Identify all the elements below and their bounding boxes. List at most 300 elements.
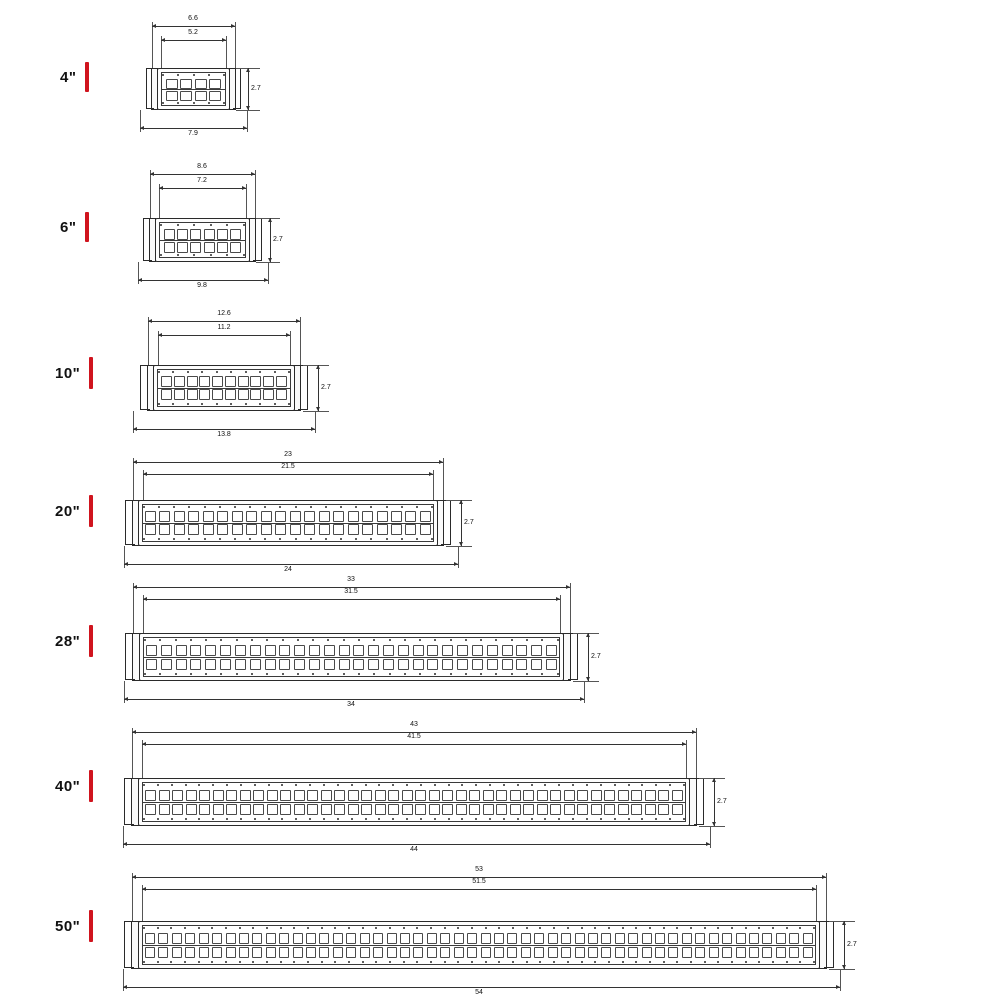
screw-dot	[212, 818, 214, 820]
screw-dot	[212, 784, 214, 786]
led-cell	[158, 947, 168, 958]
led-cell	[510, 790, 521, 801]
dim-height-40: 2.7	[717, 798, 727, 805]
led-cell	[145, 947, 155, 958]
screw-dot	[252, 927, 254, 929]
screw-dot	[337, 818, 339, 820]
led-cell	[615, 933, 625, 944]
screw-dot	[337, 784, 339, 786]
led-cell	[628, 933, 638, 944]
screw-dot	[157, 927, 159, 929]
led-cell	[442, 804, 453, 815]
dim-bottom-40: 44	[410, 846, 418, 853]
screw-dot	[635, 927, 637, 929]
screw-dot	[240, 818, 242, 820]
led-cell	[561, 947, 571, 958]
screw-dot	[362, 961, 364, 963]
dim-top-inner-6: 7.2	[197, 177, 207, 184]
led-cell	[736, 947, 746, 958]
screw-dot	[517, 818, 519, 820]
led-cell	[253, 804, 264, 815]
size-label-4	[60, 62, 89, 92]
led-cell	[615, 947, 625, 958]
led-cell	[575, 947, 585, 958]
screw-dot	[503, 784, 505, 786]
led-cell	[803, 947, 813, 958]
dim-bottom-4: 7.9	[188, 130, 198, 137]
screw-dot	[434, 784, 436, 786]
screw-dot	[448, 818, 450, 820]
screw-dot	[512, 961, 514, 963]
drawing-28	[120, 575, 620, 715]
size-label-text: 6"	[60, 218, 77, 236]
model-row-28	[0, 570, 1000, 715]
led-cell	[239, 947, 249, 958]
screw-dot	[704, 927, 706, 929]
led-cell	[642, 947, 652, 958]
screw-dot	[503, 818, 505, 820]
dim-bottom-20: 24	[284, 566, 292, 573]
led-array	[144, 788, 684, 816]
screw-dot	[448, 784, 450, 786]
screw-dot	[567, 961, 569, 963]
screw-dot	[403, 961, 405, 963]
led-cell	[348, 790, 359, 801]
led-array	[145, 643, 558, 671]
screw-dot	[226, 784, 228, 786]
led-cell	[185, 933, 195, 944]
led-cell	[240, 804, 251, 815]
screw-dot	[420, 784, 422, 786]
led-cell	[591, 804, 602, 815]
led-cell	[550, 804, 561, 815]
screw-dot	[641, 818, 643, 820]
led-cell	[776, 933, 786, 944]
led-cell	[523, 790, 534, 801]
screw-dot	[406, 818, 408, 820]
led-cell	[722, 933, 732, 944]
screw-dot	[295, 784, 297, 786]
led-cell	[388, 804, 399, 815]
screw-dot	[663, 961, 665, 963]
screw-dot	[239, 927, 241, 929]
screw-dot	[475, 818, 477, 820]
led-cell	[483, 790, 494, 801]
led-cell	[722, 947, 732, 958]
led-cell	[387, 947, 397, 958]
led-cell	[402, 804, 413, 815]
led-cell	[199, 933, 209, 944]
screw-dot	[622, 927, 624, 929]
led-cell	[306, 947, 316, 958]
screw-dot	[586, 784, 588, 786]
screw-dot	[461, 784, 463, 786]
led-cell	[709, 947, 719, 958]
screw-dot	[475, 784, 477, 786]
size-accent-tick	[89, 770, 93, 802]
light-bar-body-50	[138, 921, 820, 969]
led-cell	[429, 804, 440, 815]
led-cell	[534, 947, 544, 958]
led-cell	[672, 804, 683, 815]
screw-dot	[594, 927, 596, 929]
led-cell	[267, 790, 278, 801]
led-cell	[373, 933, 383, 944]
screw-dot	[813, 961, 815, 963]
led-cell	[400, 947, 410, 958]
screw-dot	[334, 927, 336, 929]
size-label-text: 4"	[60, 68, 77, 86]
size-label-20	[55, 495, 93, 527]
led-cell	[199, 804, 210, 815]
screw-dot	[799, 927, 801, 929]
led-cell	[415, 804, 426, 815]
led-cell	[212, 933, 222, 944]
led-cell	[266, 933, 276, 944]
screw-dot	[351, 818, 353, 820]
dim-height-10: 2.7	[321, 384, 331, 391]
led-cell	[481, 947, 491, 958]
screw-dot	[375, 927, 377, 929]
led-cell	[803, 933, 813, 944]
led-cell	[469, 804, 480, 815]
screw-dot	[171, 784, 173, 786]
screw-dot	[170, 961, 172, 963]
screw-dot	[553, 927, 555, 929]
screw-dot	[389, 927, 391, 929]
led-cell	[279, 933, 289, 944]
screw-dot	[321, 927, 323, 929]
screw-dot	[351, 784, 353, 786]
size-label-text: 28"	[55, 632, 81, 650]
screw-dot	[704, 961, 706, 963]
end-cap-right	[249, 218, 256, 262]
screw-dot	[655, 818, 657, 820]
screw-dot	[641, 784, 643, 786]
led-array	[165, 78, 222, 100]
dim-top-inner-28: 31.5	[344, 588, 358, 595]
screw-dot	[649, 927, 651, 929]
screw-dot	[485, 927, 487, 929]
led-cell	[199, 790, 210, 801]
led-cell	[442, 790, 453, 801]
screw-dot	[758, 927, 760, 929]
led-cell	[158, 933, 168, 944]
screw-dot	[717, 961, 719, 963]
screw-dot	[348, 961, 350, 963]
led-cell	[682, 947, 692, 958]
size-label-text: 50"	[55, 917, 81, 935]
screw-dot	[745, 927, 747, 929]
screw-dot	[600, 784, 602, 786]
led-array	[160, 375, 288, 401]
screw-dot	[786, 961, 788, 963]
screw-dot	[489, 818, 491, 820]
led-cell	[321, 790, 332, 801]
led-cell	[521, 947, 531, 958]
screw-dot	[614, 818, 616, 820]
led-cell	[360, 947, 370, 958]
led-cell	[388, 790, 399, 801]
led-cell	[226, 790, 237, 801]
screw-dot	[572, 784, 574, 786]
led-cell	[642, 933, 652, 944]
screw-dot	[171, 818, 173, 820]
drawing-20	[120, 450, 520, 580]
screw-dot	[185, 784, 187, 786]
led-cell	[267, 804, 278, 815]
led-cell	[588, 933, 598, 944]
screw-dot	[170, 927, 172, 929]
size-label-text: 20"	[55, 502, 81, 520]
led-cell	[483, 804, 494, 815]
led-cell	[279, 947, 289, 958]
screw-dot	[553, 961, 555, 963]
screw-dot	[406, 784, 408, 786]
led-cell	[454, 933, 464, 944]
size-label-50	[55, 910, 93, 942]
led-cell	[226, 933, 236, 944]
led-cell	[334, 790, 345, 801]
screw-dot	[309, 784, 311, 786]
screw-dot	[143, 784, 145, 786]
screw-dot	[669, 784, 671, 786]
led-cell	[534, 933, 544, 944]
led-cell	[494, 933, 504, 944]
dim-top-outer-50: 53	[475, 866, 483, 873]
dim-top-outer-10: 12.6	[217, 310, 231, 317]
led-cell	[319, 933, 329, 944]
screw-dot	[498, 961, 500, 963]
screw-dot	[416, 927, 418, 929]
screw-dot	[252, 961, 254, 963]
screw-dot	[323, 818, 325, 820]
drawing-4	[130, 10, 370, 140]
end-cap-right	[229, 68, 236, 110]
screw-dot	[268, 818, 270, 820]
screw-dot	[457, 961, 459, 963]
screw-dot	[444, 927, 446, 929]
led-cell	[145, 790, 156, 801]
led-cell	[469, 790, 480, 801]
size-label-28	[55, 625, 93, 657]
led-cell	[361, 790, 372, 801]
dim-height-6: 2.7	[273, 236, 283, 243]
screw-dot	[225, 961, 227, 963]
size-accent-tick	[89, 910, 93, 942]
light-bar-body-20	[138, 500, 438, 546]
dim-top-inner-20: 21.5	[281, 463, 295, 470]
size-label-text: 40"	[55, 777, 81, 795]
screw-dot	[295, 818, 297, 820]
led-cell	[575, 933, 585, 944]
screw-dot	[239, 961, 241, 963]
led-cell	[280, 790, 291, 801]
size-label-6	[60, 212, 89, 242]
screw-dot	[772, 927, 774, 929]
led-cell	[413, 947, 423, 958]
led-cell	[695, 947, 705, 958]
screw-dot	[143, 927, 145, 929]
led-cell	[668, 933, 678, 944]
screw-dot	[430, 961, 432, 963]
led-cell	[252, 947, 262, 958]
screw-dot	[600, 818, 602, 820]
led-cell	[333, 933, 343, 944]
led-cell	[695, 933, 705, 944]
led-cell	[749, 947, 759, 958]
screw-dot	[307, 927, 309, 929]
led-cell	[762, 947, 772, 958]
dim-top-outer-4: 6.6	[188, 15, 198, 22]
led-cell	[334, 804, 345, 815]
led-cell	[413, 933, 423, 944]
led-cell	[293, 933, 303, 944]
screw-dot	[622, 961, 624, 963]
screw-dot	[461, 818, 463, 820]
screw-dot	[266, 927, 268, 929]
led-cell	[481, 933, 491, 944]
screw-dot	[676, 927, 678, 929]
led-cell	[709, 933, 719, 944]
screw-dot	[392, 818, 394, 820]
screw-dot	[280, 927, 282, 929]
dim-top-outer-40: 43	[410, 721, 418, 728]
screw-dot	[517, 784, 519, 786]
screw-dot	[240, 784, 242, 786]
screw-dot	[403, 927, 405, 929]
screw-dot	[813, 927, 815, 929]
screw-dot	[690, 961, 692, 963]
led-cell	[601, 933, 611, 944]
led-cell	[645, 804, 656, 815]
led-cell	[440, 933, 450, 944]
screw-dot	[772, 961, 774, 963]
dim-height-28: 2.7	[591, 653, 601, 660]
led-cell	[564, 790, 575, 801]
screw-dot	[309, 818, 311, 820]
led-cell	[548, 933, 558, 944]
screw-dot	[558, 784, 560, 786]
screw-dot	[281, 784, 283, 786]
model-row-50	[0, 860, 1000, 1000]
dim-bottom-10: 13.8	[217, 431, 231, 438]
led-cell	[239, 933, 249, 944]
model-row-10	[0, 295, 1000, 445]
screw-dot	[389, 961, 391, 963]
led-cell	[561, 933, 571, 944]
model-row-6	[0, 150, 1000, 295]
screw-dot	[758, 961, 760, 963]
led-cell	[548, 947, 558, 958]
screw-dot	[544, 784, 546, 786]
screw-dot	[157, 818, 159, 820]
screw-dot	[539, 927, 541, 929]
led-cell	[213, 790, 224, 801]
drawing-40	[118, 720, 738, 860]
led-cell	[682, 933, 692, 944]
led-cell	[456, 804, 467, 815]
dim-top-outer-6: 8.6	[197, 163, 207, 170]
led-cell	[199, 947, 209, 958]
led-cell	[172, 947, 182, 958]
led-cell	[213, 804, 224, 815]
led-cell	[655, 947, 665, 958]
screw-dot	[321, 961, 323, 963]
led-cell	[601, 947, 611, 958]
led-cell	[631, 790, 642, 801]
screw-dot	[307, 961, 309, 963]
led-array	[144, 931, 814, 959]
screw-dot	[581, 961, 583, 963]
screw-dot	[512, 927, 514, 929]
led-cell	[494, 947, 504, 958]
led-cell	[604, 804, 615, 815]
screw-dot	[198, 818, 200, 820]
screw-dot	[717, 927, 719, 929]
screw-dot	[184, 927, 186, 929]
screw-dot	[489, 784, 491, 786]
screw-dot	[471, 927, 473, 929]
screw-dot	[628, 818, 630, 820]
led-cell	[762, 933, 772, 944]
model-row-40	[0, 715, 1000, 860]
led-cell	[387, 933, 397, 944]
led-cell	[415, 790, 426, 801]
led-cell	[658, 790, 669, 801]
screw-dot	[649, 961, 651, 963]
screw-dot	[362, 927, 364, 929]
screw-dot	[280, 961, 282, 963]
dim-top-inner-4: 5.2	[188, 29, 198, 36]
led-cell	[523, 804, 534, 815]
screw-dot	[594, 961, 596, 963]
screw-dot	[392, 784, 394, 786]
light-bar-body-40	[138, 778, 690, 826]
led-cell	[668, 947, 678, 958]
led-cell	[467, 947, 477, 958]
led-cell	[280, 804, 291, 815]
led-array	[163, 228, 242, 252]
screw-dot	[608, 927, 610, 929]
screw-dot	[143, 961, 145, 963]
screw-dot	[485, 961, 487, 963]
screw-dot	[430, 927, 432, 929]
screw-dot	[539, 961, 541, 963]
light-bar-body-10	[153, 365, 295, 411]
led-cell	[454, 947, 464, 958]
screw-dot	[143, 818, 145, 820]
led-cell	[186, 804, 197, 815]
led-cell	[375, 790, 386, 801]
model-row-4	[0, 0, 1000, 150]
size-accent-tick	[89, 625, 93, 657]
led-cell	[375, 804, 386, 815]
led-cell	[252, 933, 262, 944]
led-cell	[591, 790, 602, 801]
led-cell	[427, 933, 437, 944]
screw-dot	[378, 818, 380, 820]
screw-dot	[434, 818, 436, 820]
led-cell	[333, 947, 343, 958]
screw-dot	[683, 818, 685, 820]
screw-dot	[498, 927, 500, 929]
led-cell	[319, 947, 329, 958]
screw-dot	[544, 818, 546, 820]
screw-dot	[420, 818, 422, 820]
light-bar-body-28	[139, 633, 564, 681]
screw-dot	[348, 927, 350, 929]
